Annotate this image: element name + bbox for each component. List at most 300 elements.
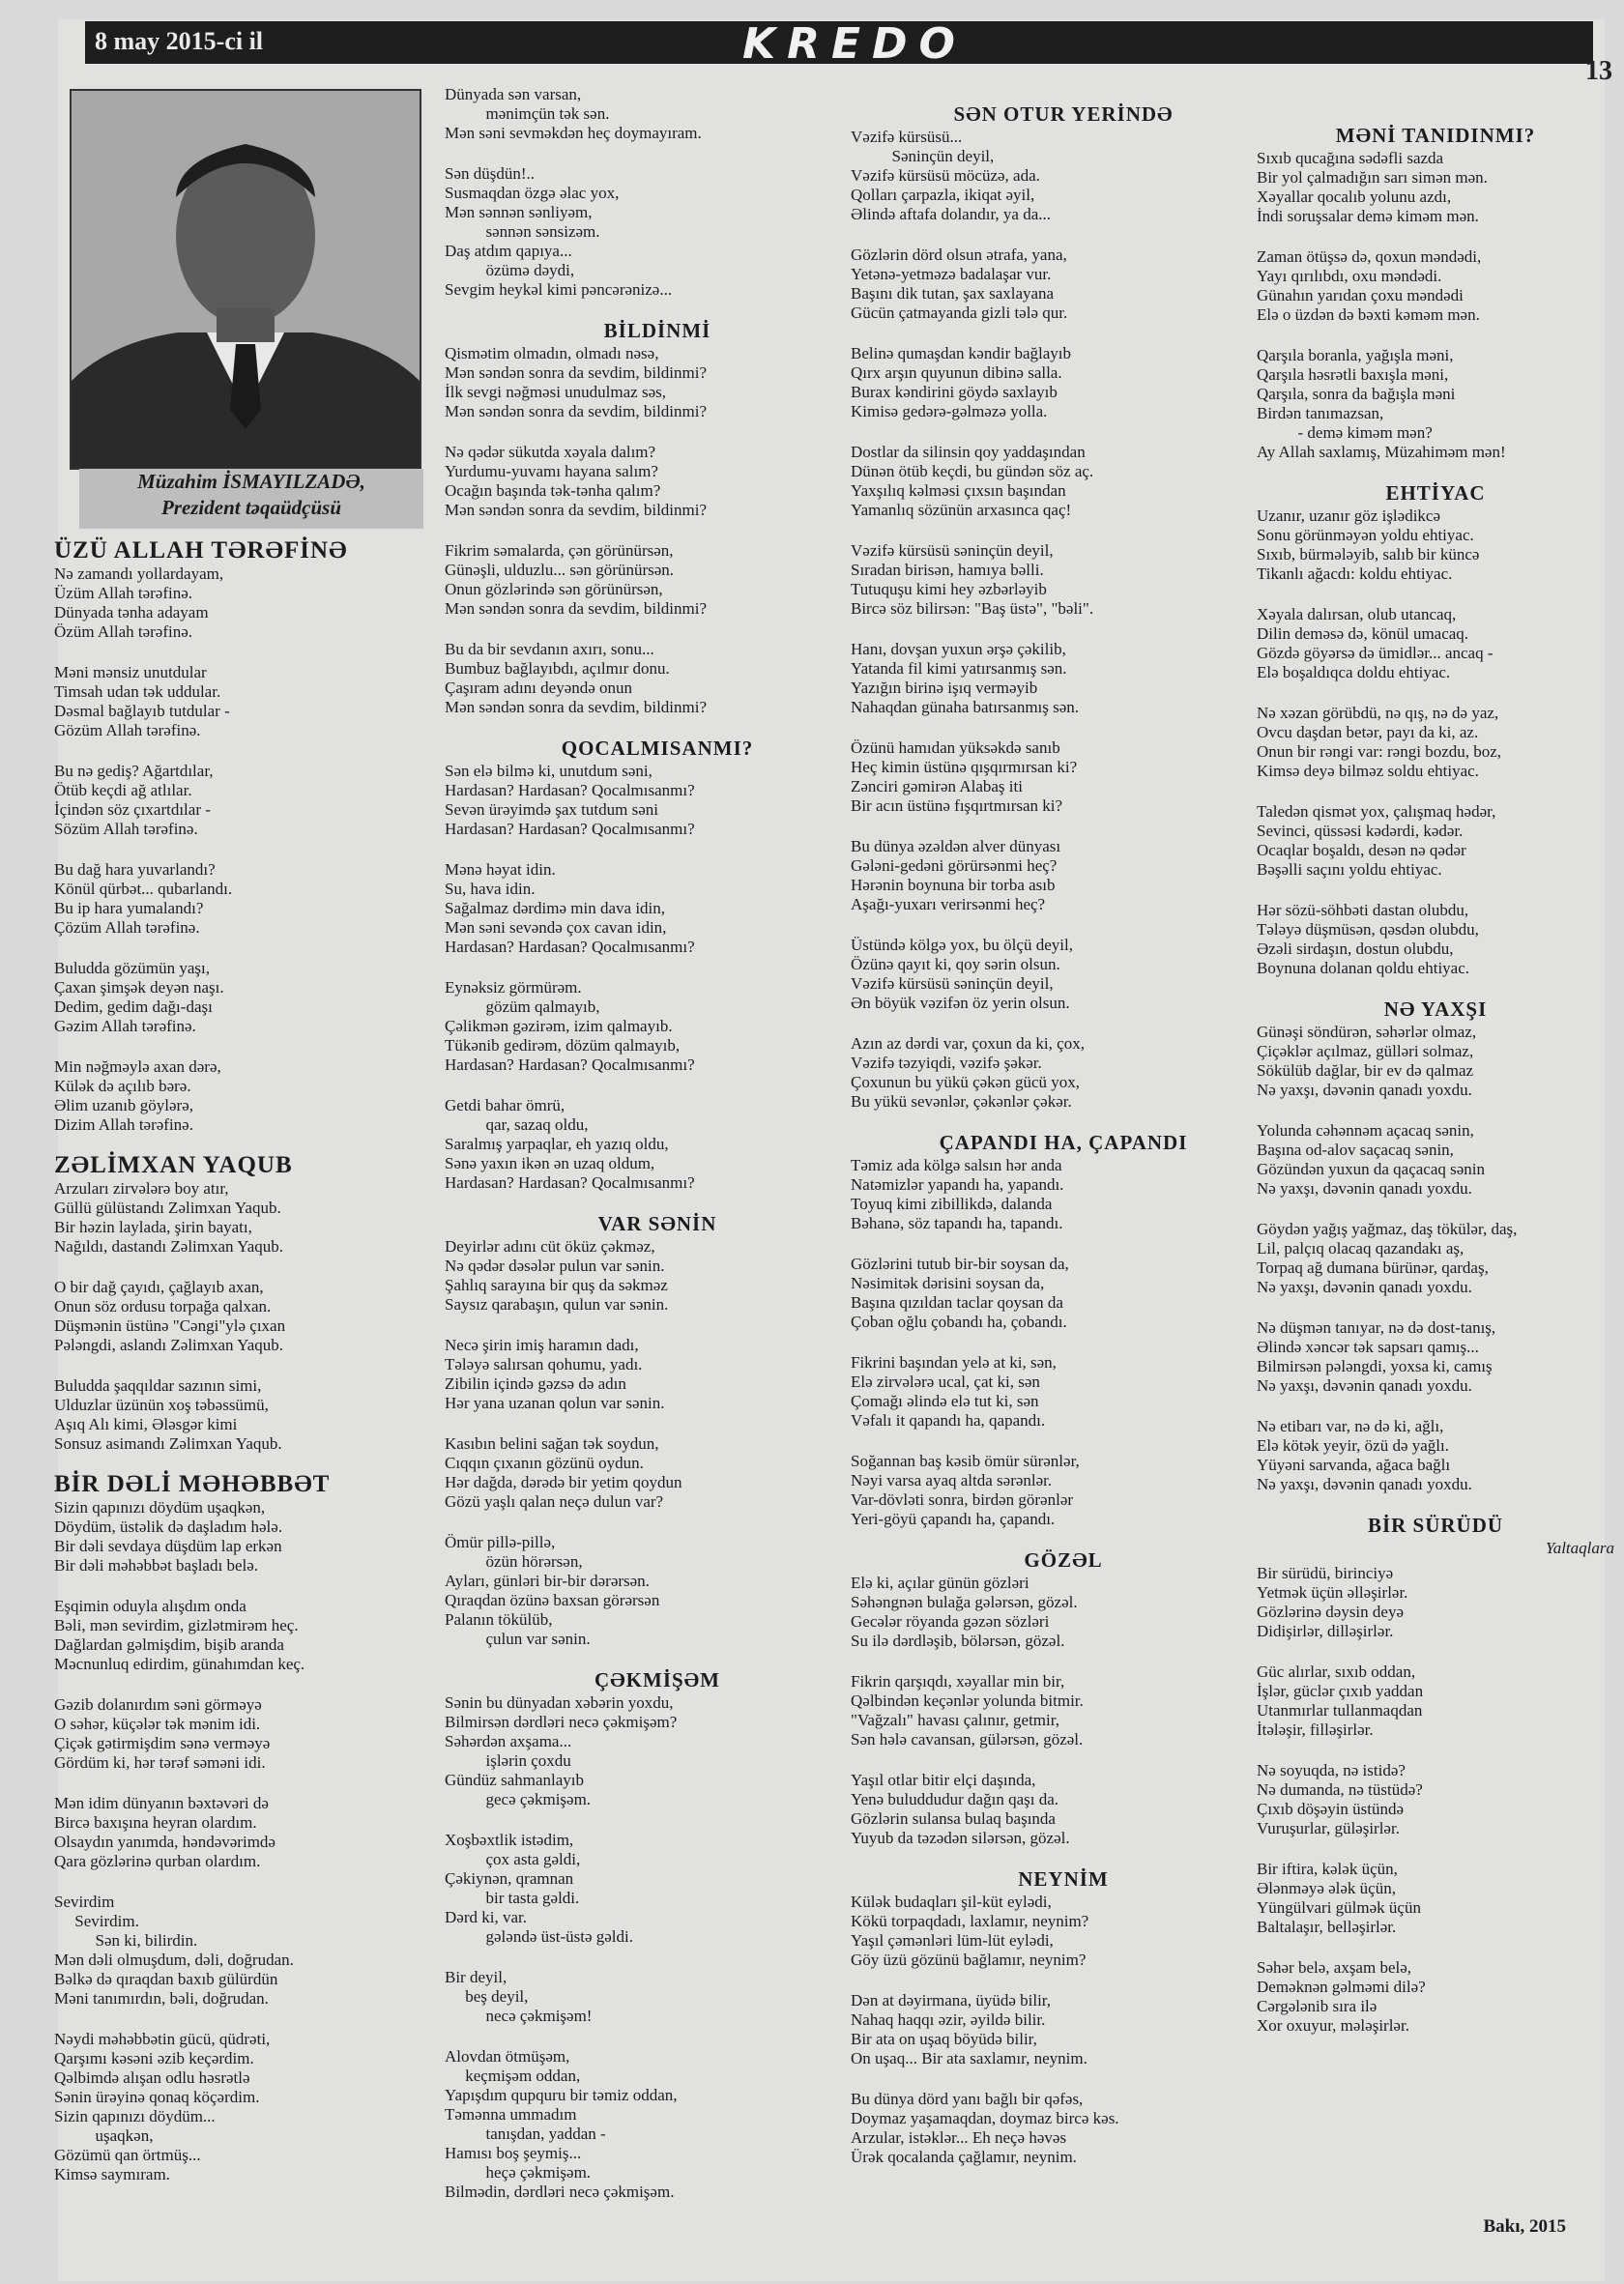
poem-line: Bəli, mən sevirdim, gizlətmirəm heç. xyxy=(54,1616,299,1634)
poem-line: Sevirdim xyxy=(54,1893,115,1911)
poem-line: Qəlbimdə alışan odlu həsrətlə xyxy=(54,2068,250,2087)
poem-line: necə çəkmişəm! xyxy=(445,2007,593,2025)
poem xyxy=(851,1869,1276,2167)
stanza xyxy=(851,1353,1276,1431)
stanza xyxy=(445,164,870,300)
poem-line: Üstündə kölgə yox, bu ölçü deyil, xyxy=(851,936,1073,954)
poem-line: Nə düşmən tanıyar, nə də dost-tanış, xyxy=(1257,1318,1496,1337)
poem-line: Elə ki, açılar günün gözləri xyxy=(851,1574,1030,1592)
poem-line: mənimçün tək sən. xyxy=(445,104,610,123)
author-caption xyxy=(79,469,423,529)
poem-title: MƏNİ TANIDINMI? xyxy=(1335,124,1536,147)
poem-line: Nəsimitək dərisini soysan da, xyxy=(851,1274,1045,1292)
poem-line: Bir deyil, xyxy=(445,1968,508,1986)
poem-line: Dünyada sən varsan, xyxy=(445,85,582,103)
poem-line: Sonu görünməyən yoldu ehtiyac. xyxy=(1257,526,1474,544)
poem-line: Gəzim Allah tərəfinə. xyxy=(54,1017,196,1035)
stanza xyxy=(445,443,870,520)
stanza xyxy=(54,1179,450,1257)
poem-line: On uşaq... Bir ata saxlamır, neynim. xyxy=(851,2049,1088,2067)
poem-line: Yaşıl otlar bitir elçi daşında, xyxy=(851,1771,1036,1789)
poem-line: Heç kimin üstünə qışqırmırsan ki? xyxy=(851,758,1078,776)
poem-title: GÖZƏL xyxy=(1024,1548,1103,1572)
poem-line: Vəfalı it qapandı ha, qapandı. xyxy=(851,1411,1046,1430)
stanza xyxy=(445,1968,870,2026)
poem-line: Yetənə-yetməzə badalaşar vur. xyxy=(851,265,1052,283)
poem-line: Gecələr röyanda gəzən sözləri xyxy=(851,1612,1050,1631)
poem-line: çox asta gəldi, xyxy=(445,1850,581,1868)
poem-line: Özünü hamıdan yüksəkdə sanıb xyxy=(851,738,1060,757)
author-role: Prezident təqaüdçüsü xyxy=(160,496,342,519)
poem-line: Gözlərin dörd olsun ətrafa, yana, xyxy=(851,246,1067,264)
poem-line: Bu dağ hara yuvarlandı? xyxy=(54,860,216,879)
poem-line: İçindən söz çıxartdılar - xyxy=(54,800,211,819)
poem-line: Nə yaxşı, dəvənin qanadı yoxdu. xyxy=(1257,1179,1472,1198)
poem-line: Taledən qismət yox, çalışmaq hədər, xyxy=(1257,802,1496,821)
poem-line: Yatanda fil kimi yatırsanmış sən. xyxy=(851,659,1067,678)
poem-line: Saralmış yarpaqlar, eh yazıq oldu, xyxy=(445,1135,669,1153)
poem-line: Çaşıram adını deyəndə onun xyxy=(445,679,633,697)
poem-line: Yaxşılıq kəlməsi çıxsın başından xyxy=(851,481,1066,500)
poem-line: Nə soyuqda, nə istidə? xyxy=(1257,1761,1406,1779)
stanza xyxy=(1257,802,1614,880)
poem-line: Göydən yağış yağmaz, daş tökülər, daş, xyxy=(1257,1220,1518,1238)
poem-line: Mən dəli olmuşdum, dəli, doğrudan. xyxy=(54,1951,294,1969)
poem-line: Gözlərin sulansa bulaq başında xyxy=(851,1809,1056,1828)
poem-line: Onun gözlərində sən görünürsən, xyxy=(445,580,663,598)
poem-line: Yamanlıq sözünün arxasınca qaç! xyxy=(851,501,1072,519)
poem-line: Dilin deməsə də, könül umacaq. xyxy=(1257,624,1469,643)
poem-line: Nahaq haqqı əzir, əyildə bilir. xyxy=(851,2010,1046,2029)
poem-line: Soğannan baş kəsib ömür sürənlər, xyxy=(851,1452,1080,1470)
poem-line: Mənə həyat idin. xyxy=(445,860,556,879)
poem-line: O səhər, küçələr tək mənim idi. xyxy=(54,1715,261,1733)
poem-line: Bu nə gediş? Ağartdılar, xyxy=(54,762,214,780)
poem-line: Sıxıb, bürmələyib, salıb bir küncə xyxy=(1257,545,1480,564)
poem-line: Çiçəklər açılmaz, gülləri solmaz, xyxy=(1257,1042,1474,1060)
poem-line: Gücün çatmayanda gizli tələ qur. xyxy=(851,304,1068,322)
stanza xyxy=(445,541,870,619)
poem xyxy=(1257,1516,1614,2036)
poem-line: Utanmırlar tullanmaqdan xyxy=(1257,1701,1423,1720)
poem-line: Hamısı boş şeymiş... xyxy=(445,2144,582,2162)
poem-line: - demə kiməm mən? xyxy=(1257,423,1433,442)
stanza xyxy=(54,1278,450,1355)
stanza xyxy=(851,2090,1276,2167)
poem-line: Sıradan birisən, hamıya bəlli. xyxy=(851,561,1044,579)
poem-line: Yurdumu-yuvamı hayana salım? xyxy=(445,462,658,480)
poem-line: Güllü gülüstandı Zəlimxan Yaqub. xyxy=(54,1199,281,1217)
poem-line: Nə zamandı yollardayam, xyxy=(54,564,224,583)
poem-line: Vəzifə kürsüsü... xyxy=(851,128,963,146)
stanza xyxy=(851,344,1276,421)
poem-line: sənnən sənsizəm. xyxy=(445,222,600,241)
poem-line: Döydüm, üstəlik də daşladım hələ. xyxy=(54,1518,283,1536)
poem-line: Səninçün deyil, xyxy=(851,147,995,165)
poem-line: Sənin ürəyinə qonaq köçərdim. xyxy=(54,2088,260,2106)
poem xyxy=(851,1133,1276,1529)
stanza xyxy=(54,1376,450,1454)
poem-line: Fikrim səmalarda, çən görünürsən, xyxy=(445,541,674,560)
poem-line: uşaqkən, xyxy=(54,2126,154,2145)
stanza xyxy=(851,1893,1276,1970)
poem-line: Bircə söz bilirsən: "Baş üstə", "bəli". xyxy=(851,599,1094,618)
poem-line: Sonsuz asimandı Zəlimxan Yaqub. xyxy=(54,1434,282,1453)
poem-title: BİR SÜRÜDÜ xyxy=(1367,1514,1504,1537)
poem-line: Buludda gözümün yaşı, xyxy=(54,959,211,977)
poem-line: Əlim uzanıb göylərə, xyxy=(54,1096,193,1114)
poem-line: Aşağı-yuxarı verirsənmi heç? xyxy=(851,895,1046,913)
poem-line: Sən düşdün!.. xyxy=(445,164,536,183)
column-3 xyxy=(851,104,1276,2188)
stanza xyxy=(851,1255,1276,1332)
poem-line: İlk sevgi nəğməsi unudulmaz səs, xyxy=(445,383,666,401)
poem-line: Hər dağda, dərədə bir yetim qoydun xyxy=(445,1473,682,1491)
poem-title: QOCALMISANMI? xyxy=(561,737,754,760)
poem-line: Sizin qapınızı döydüm... xyxy=(54,2107,216,2125)
poem-line: Bir dəli sevdaya düşdüm lap erkən xyxy=(54,1537,282,1555)
poem-line: Onun bir rəngi var: rəngi bozdu, boz, xyxy=(1257,742,1502,761)
stanza xyxy=(1257,901,1614,978)
stanza xyxy=(1257,346,1614,462)
poem-line: Çözüm Allah tərəfinə. xyxy=(54,918,200,937)
stanza xyxy=(54,1695,450,1773)
poem-line: Sevən ürəyimdə şax tutdum səni xyxy=(445,800,658,819)
poem-line: Dizim Allah tərəfinə. xyxy=(54,1115,193,1134)
footer-place-date: Bakı, 2015 xyxy=(1483,2216,1566,2237)
poem-line: Nəyi varsa ayaq altda sərənlər. xyxy=(851,1471,1053,1489)
poem-line: Elə o üzdən də bəxti kəməm mən. xyxy=(1257,305,1480,324)
poem-line: Qarşıla boranla, yağışla məni, xyxy=(1257,346,1454,364)
poem-line: Baltalaşır, belləşirlər. xyxy=(1257,1918,1397,1936)
poem-line: Dünən ötüb keçdi, bu gündən söz aç. xyxy=(851,462,1094,480)
poem-line: Gözlərinə dəysin deyə xyxy=(1257,1603,1404,1621)
poem-line: Kimsə saymıram. xyxy=(54,2165,170,2183)
poem-line: Dərd ki, var. xyxy=(445,1908,527,1926)
stanza xyxy=(1257,1662,1614,1740)
poem-line: Saysız qarabaşın, qulun var sənin. xyxy=(445,1295,669,1314)
poem-line: Çəkiynən, qramnan xyxy=(445,1869,574,1888)
poem-line: Əlində aftafa dolandır, ya da... xyxy=(851,205,1052,223)
poem-title: NEYNİM xyxy=(1018,1867,1109,1891)
poem xyxy=(54,1152,450,1454)
poem-line: Bilmirsən dərdləri necə çəkmişəm? xyxy=(445,1713,678,1731)
poem-line: Əzəli sirdaşın, dostun olubdu, xyxy=(1257,940,1454,958)
poem-line: Bu da bir sevdanın axırı, sonu... xyxy=(445,640,654,658)
poem-line: Ötüb keçdi ağ atlılar. xyxy=(54,781,192,799)
poem xyxy=(445,85,870,300)
poem-line: Vəzifə kürsüsü səninçün deyil, xyxy=(851,974,1054,993)
poem-line: Bir sürüdü, birinciyə xyxy=(1257,1564,1394,1582)
poem-line: Çiçək gətirmişdim sənə verməyə xyxy=(54,1734,271,1752)
stanza xyxy=(54,959,450,1036)
poem-dedication: Yaltaqlara xyxy=(1545,1539,1614,1557)
stanza xyxy=(445,85,870,143)
poem-line: Palanın tökülüb, xyxy=(445,1610,553,1629)
stanza xyxy=(851,541,1276,619)
poem-line: Cıqqın çıxanın gözünü oydun. xyxy=(445,1454,644,1472)
column-4 xyxy=(1257,126,1614,2057)
stanza xyxy=(54,1057,450,1135)
poem-line: Mən idim dünyanın bəxtəvəri də xyxy=(54,1794,269,1812)
poem-line: İşlər, güclər çıxıb yaddan xyxy=(1257,1682,1424,1700)
poem-line: Günəşli, ulduzlu... sən görünürsən. xyxy=(445,561,675,579)
poem-line: Mən səni sevəndə çox cavan idin, xyxy=(445,918,667,937)
poem-line: Arzuları zirvələrə boy atır, xyxy=(54,1179,229,1198)
poem-line: Elə kötək yeyir, özü də yağlı. xyxy=(1257,1436,1450,1455)
poem-line: Susmaqdan özgə əlac yox, xyxy=(445,184,620,202)
poem-line: Təmənna ummadım xyxy=(445,2105,577,2124)
poem xyxy=(54,537,450,1135)
stanza xyxy=(1257,1220,1614,1297)
poem-line: işlərin çoxdu xyxy=(445,1751,571,1770)
poem-line: Hardasan? Hardasan? Qocalmısanmı? xyxy=(445,820,695,838)
poem-line: Nə etibarı var, nə də ki, ağlı, xyxy=(1257,1417,1444,1435)
page-number: 13 xyxy=(1585,56,1612,86)
poem-line: Sağalmaz dərdimə min dava idin, xyxy=(445,899,666,917)
poem-line: Əlində xəncər tək sapsarı qamış... xyxy=(1257,1338,1479,1356)
stanza xyxy=(445,640,870,717)
poem-line: Başını dik tutan, şax saxlayana xyxy=(851,284,1055,303)
stanza xyxy=(851,1991,1276,2068)
poem-line: Nə yaxşı, dəvənin qanadı yoxdu. xyxy=(1257,1376,1472,1395)
poem-line: Ürək qocalanda çağlamır, neynim. xyxy=(851,2148,1077,2166)
poem-line: Eynəksiz görmürəm. xyxy=(445,978,582,997)
poem-line: Bircə baxışına heyran olardım. xyxy=(54,1813,257,1832)
poem xyxy=(851,104,1276,1112)
stanza xyxy=(851,128,1276,224)
poem-line: Azın az dərdi var, çoxun da ki, çox, xyxy=(851,1034,1085,1053)
poem-line: Qarşıla həsrətli baxışla məni, xyxy=(1257,365,1449,384)
poem-line: Hərənin boynuna bir torba asıb xyxy=(851,876,1056,894)
stanza xyxy=(445,1533,870,1649)
stanza xyxy=(445,2047,870,2202)
poem-title: ÇAPANDI HA, ÇAPANDI xyxy=(939,1131,1188,1154)
poem-line: Düşmənin üstünə "Cəngi"ylə çıxan xyxy=(54,1316,286,1335)
poem-line: Ocaqlar boşaldı, desən nə qədər xyxy=(1257,841,1466,859)
poem-line: Su ilə dərdləşib, bölərsən, gözəl. xyxy=(851,1632,1065,1650)
poem-line: Özünə qayıt ki, qoy sərin olsun. xyxy=(851,955,1060,973)
poem-line: Bir yol çalmadığın sarı simən mən. xyxy=(1257,168,1488,187)
poem-line: Bu yükü sevənlər, çəkənlər çəkər. xyxy=(851,1092,1072,1111)
poem xyxy=(1257,126,1614,462)
poem-line: Külək də açılıb bərə. xyxy=(54,1077,191,1095)
poem-line: Yüngülvari gülmək üçün xyxy=(1257,1898,1421,1917)
poem-line: Sən elə bilmə ki, unutdum səni, xyxy=(445,762,652,780)
poem-line: Çoxunun bu yükü çəkən gücü yox, xyxy=(851,1073,1081,1091)
poem-line: Vəzifə təzyiqdi, vəzifə şəkər. xyxy=(851,1054,1042,1072)
poem-line: Bəlkə də qıraqdan baxıb gülürdün xyxy=(54,1970,278,1988)
stanza xyxy=(54,663,450,740)
poem-line: Onun söz ordusu torpağa qalxan. xyxy=(54,1297,272,1315)
poem-line: Timsah udan tək uddular. xyxy=(54,682,221,701)
poem-title: SƏN OTUR YERİNDƏ xyxy=(953,102,1174,126)
poem xyxy=(445,738,870,1193)
poem-line: Bu dünya əzəldən alver dünyası xyxy=(851,837,1061,855)
poem-line: Tələyə salırsan qohumu, yadı. xyxy=(445,1355,643,1373)
poem-line: Ay Allah saxlamış, Müzahiməm mən! xyxy=(1257,443,1506,461)
poem-line: Yolunda cəhənnəm açacaq sənin, xyxy=(1257,1121,1474,1140)
poem-line: Nə yaxşı, dəvənin qanadı yoxdu. xyxy=(1257,1278,1472,1296)
poem-line: Eşqimin oduyla alışdım onda xyxy=(54,1597,246,1615)
poem-line: Boynuna dolanan qoldu ehtiyac. xyxy=(1257,959,1470,977)
poem-line: İndi soruşsalar demə kiməm mən. xyxy=(1257,207,1479,225)
poem-line: Belinə qumaşdan kəndir bağlayıb xyxy=(851,344,1072,362)
poem-line: Natəmizlər yapandı ha, yapandı. xyxy=(851,1175,1064,1194)
poem-line: Vəzifə kürsüsü səninçün deyil, xyxy=(851,541,1054,560)
poem-title: ZƏLİMXAN YAQUB xyxy=(54,1152,293,1178)
poem-line: Sən hələ cavansan, gülərsən, gözəl. xyxy=(851,1730,1084,1749)
newspaper-title: KREDO xyxy=(742,19,967,69)
poem-line: Bəşəlli saçını yoldu ehtiyac. xyxy=(1257,860,1442,879)
poem-title: BİLDİNMİ xyxy=(603,319,711,342)
poem-line: Uzanır, uzanır göz işlədikcə xyxy=(1257,506,1441,525)
poem-line: Dən at dəyirmana, üyüdə bilir, xyxy=(851,1991,1052,2009)
poem-line: Cərgələnib sıra ilə xyxy=(1257,1997,1378,2015)
poem-line: Bir dəli məhəbbət başladı belə. xyxy=(54,1556,259,1575)
poem-line: Xoşbəxtlik istədim, xyxy=(445,1831,574,1849)
poem-line: Bir acın üstünə fışqırtmırsan ki? xyxy=(851,796,1063,815)
poem-line: Hardasan? Hardasan? Qocalmısanmı? xyxy=(445,1055,695,1074)
poem-title: ÜZÜ ALLAH TƏRƏFİNƏ xyxy=(54,537,348,564)
stanza xyxy=(1257,506,1614,584)
poem-line: Bu ip hara yumalandı? xyxy=(54,899,204,917)
poem-line: Sökülüb dağlar, bir ev də qalmaz xyxy=(1257,1061,1474,1080)
poem-line: Qəlbindən keçənlər yolunda bitmir. xyxy=(851,1691,1084,1710)
poem-line: Gündüz sahmanlayıb xyxy=(445,1771,584,1789)
poem-line: Dünyada tənha adayam xyxy=(54,603,209,622)
poem-line: Könül qürbət... qubarlandı. xyxy=(54,880,233,898)
stanza xyxy=(1257,1023,1614,1100)
poem-line: Nə xəzan görübdü, nə qış, nə də yaz, xyxy=(1257,704,1499,722)
poem-line: Yeri-göyü çapandı ha, çapandı. xyxy=(851,1510,1056,1528)
poem xyxy=(445,1670,870,2202)
poem xyxy=(445,321,870,717)
poem-line: Yaşıl çəmənləri lüm-lüt eylədi, xyxy=(851,1931,1054,1950)
poem-line: heçə çəkmişəm. xyxy=(445,2163,592,2182)
poem-line: Bir iftira, kələk üçün, xyxy=(1257,1860,1398,1878)
poem-line: Sözüm Allah tərəfinə. xyxy=(54,820,198,838)
poem-line: Günəşi söndürən, səhərlər olmaz, xyxy=(1257,1023,1477,1041)
author-name: Müzahim İSMAYILZADƏ, xyxy=(137,470,365,493)
poem-line: Ömür pillə-pillə, xyxy=(445,1533,556,1551)
stanza xyxy=(54,1893,450,2009)
poem-line: Ocağın başında tək-tənha qalım? xyxy=(445,481,661,500)
stanza xyxy=(445,1237,870,1315)
poem-line: özün hörərsən, xyxy=(445,1552,583,1571)
poem xyxy=(1257,999,1614,1494)
stanza xyxy=(851,443,1276,520)
poem-line: Kasıbın belini sağan tək soydun, xyxy=(445,1434,659,1453)
poem-line: Nə qədər dəsələr pulun var sənin. xyxy=(445,1257,665,1275)
poem-line: Gördüm ki, hər tərəf səməni idi. xyxy=(54,1753,266,1772)
poem-line: Qırx arşın quyunun dibinə salla. xyxy=(851,363,1062,382)
author-photo xyxy=(70,89,421,470)
poem-line: Aşıq Alı kimi, Ələsgər kimi xyxy=(54,1415,238,1433)
poem-line: Bir həzin laylada, şirin bayatı, xyxy=(54,1218,252,1236)
poem-line: Didişirlər, dilləşirlər. xyxy=(1257,1622,1394,1640)
poem-line: Özüm Allah tərəfinə. xyxy=(54,622,193,641)
poem-line: gözüm qalmayıb, xyxy=(445,997,600,1016)
stanza xyxy=(851,1452,1276,1529)
poem-line: Gözlərini tutub bir-bir soysan da, xyxy=(851,1255,1069,1273)
poem-line: Qismətim olmadın, olmadı nəsə, xyxy=(445,344,659,362)
poem-line: Mən səni sevməkdən heç doymayıram. xyxy=(445,124,702,142)
poem-line: Necə şirin imiş haramın dadı, xyxy=(445,1336,639,1354)
poem-line: qar, sazaq oldu, xyxy=(445,1115,589,1134)
poem xyxy=(851,1550,1276,1848)
poem-line: Səhərdən axşama... xyxy=(445,1732,572,1750)
stanza xyxy=(1257,1860,1614,1937)
stanza xyxy=(1257,1958,1614,2036)
poem-line: Yazığın birinə işıq verməyib xyxy=(851,679,1038,697)
stanza xyxy=(445,978,870,1075)
poem-line: Ən böyük vəzifən öz yerin olsun. xyxy=(851,994,1070,1012)
poem-line: Qarşımı kəsəni əzib keçərdim. xyxy=(54,2049,254,2067)
poem-line: Yayı qırılıbdı, oxu məndədi. xyxy=(1257,267,1442,285)
stanza xyxy=(851,1034,1276,1112)
stanza xyxy=(851,1672,1276,1749)
stanza xyxy=(1257,1318,1614,1396)
poem-title: VAR SƏNİN xyxy=(597,1212,717,1235)
poem-line: Çoban oğlu çobandı ha, çobandı. xyxy=(851,1313,1067,1331)
poem-line: gələndə üst-üstə gəldi. xyxy=(445,1927,633,1946)
column-1 xyxy=(54,537,450,2206)
poem-line: bir tasta gəldi. xyxy=(445,1889,580,1907)
stanza xyxy=(445,1693,870,1809)
poem-line: Bəhanə, söz tapandı ha, tapandı. xyxy=(851,1214,1063,1232)
poem-line: "Vağzalı" havası çalınır, getmir, xyxy=(851,1711,1059,1729)
poem-line: Birdən tanımazsan, xyxy=(1257,404,1384,422)
poem-line: özümə dəydi, xyxy=(445,261,575,279)
stanza xyxy=(851,1574,1276,1651)
poem-line: Səhəngnən bulağa gələrsən, gözəl. xyxy=(851,1593,1078,1611)
poem-line: Zənciri gəmirən Alabaş iti xyxy=(851,777,1023,795)
poem-title: BİR DƏLİ MƏHƏBBƏT xyxy=(54,1471,331,1497)
stanza xyxy=(851,1771,1276,1848)
poem-line: Dedim, gedim dağı-daşı xyxy=(54,997,213,1016)
poem-line: Ayları, günləri bir-bir dərərsən. xyxy=(445,1572,650,1590)
poem-line: Gözü yaşlı qalan neçə dulun var? xyxy=(445,1492,664,1511)
poem-line: Xəyallar qocalıb yolunu azdı, xyxy=(1257,188,1452,206)
poem-line: Səhər belə, axşam belə, xyxy=(1257,1958,1412,1977)
poem-line: Təmiz ada kölgə salsın hər anda xyxy=(851,1156,1062,1174)
poem-line: Nə qədər sükutda xəyala dalım? xyxy=(445,443,656,461)
stanza xyxy=(445,1831,870,1947)
poem-line: Məni mənsiz unutdular xyxy=(54,663,207,681)
poem-line: Mən səndən sonra da sevdim, bildinmi? xyxy=(445,599,708,618)
stanza xyxy=(1257,1761,1614,1838)
poem-line: Olsaydın yanımda, həndəvərimdə xyxy=(54,1833,276,1851)
poem-line: Var-dövləti sonra, birdən görənlər xyxy=(851,1490,1074,1509)
poem-line: Zibilin içində gəzsə də adın xyxy=(445,1374,626,1393)
poem-line: Toyuq kimi zibillikdə, dalanda xyxy=(851,1195,1053,1213)
poem-line: Çəlikmən gəzirəm, izim qalmayıb. xyxy=(445,1017,673,1035)
poem-line: Lil, palçıq olacaq qazandakı aş, xyxy=(1257,1239,1464,1258)
poem-line: Mən səndən sonra da sevdim, bildinmi? xyxy=(445,402,708,420)
poem-line: Getdi bahar ömrü, xyxy=(445,1096,566,1114)
poem-line: Xor oxuyur, mələşirlər. xyxy=(1257,2016,1409,2035)
stanza xyxy=(1257,247,1614,325)
stanza xyxy=(1257,605,1614,682)
poem-line: Ovcu daşdan betər, payı da ki, az. xyxy=(1257,723,1479,741)
poem-line: Çaxan şimşək deyən naşı. xyxy=(54,978,224,997)
poem-line: Hər sözü-söhbəti dastan olubdu, xyxy=(1257,901,1469,919)
poem-line: Çıxıb döşəyin üstündə xyxy=(1257,1800,1405,1818)
poem-line: Mən səndən sonra da sevdim, bildinmi? xyxy=(445,363,708,382)
poem-line: Buludda şaqqıldar sazının simi, xyxy=(54,1376,262,1395)
stanza xyxy=(445,1336,870,1413)
